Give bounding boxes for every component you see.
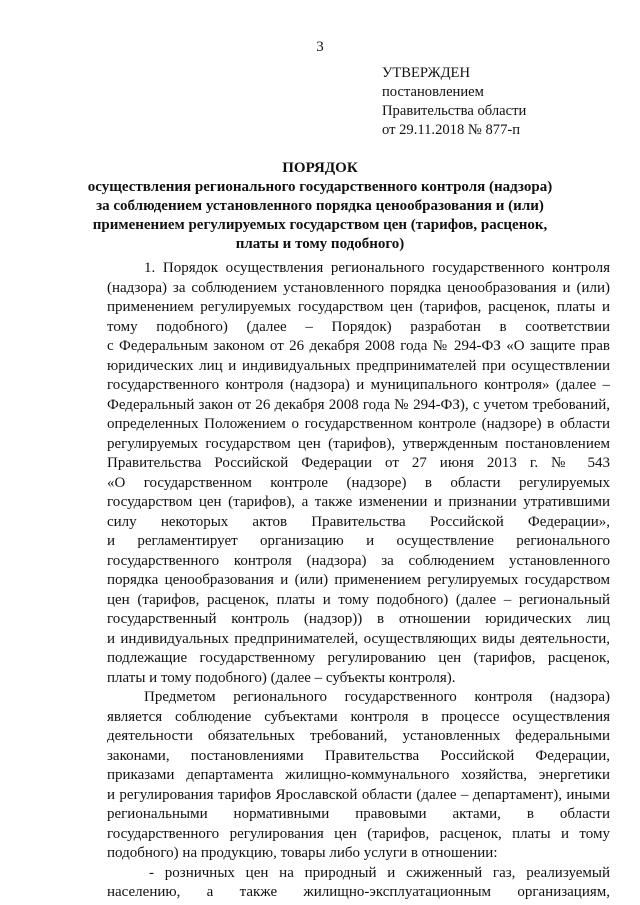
paragraph-line: подлежащие государственному регулированию цен (тарифов, расценок,: [107, 650, 610, 666]
paragraph-line: 1. Порядок осуществления регионального государственного контроля: [144, 260, 610, 276]
approval-line: Правительства области: [382, 103, 527, 119]
paragraph-line: - розничных цен на природный и сжиженный газ, реализуемый: [149, 864, 610, 881]
paragraph-line: и регламентирует организацию и осуществление регионального: [107, 533, 610, 549]
paragraph-line: Предметом регионального государственного контроля (надзора): [144, 689, 610, 705]
paragraph-line: платы и тому подобного) (далее – субъекты контроля).: [107, 669, 456, 686]
title-line: осуществления регионального государственного контроля (надзора): [87, 179, 553, 195]
paragraph-line: является соблюдение субъектами контроля в процессе осуществления: [107, 708, 610, 725]
title-line: за соблюдением установленного порядка ценообразования и (или): [96, 198, 544, 214]
paragraph-line: тому подобного) (далее – Порядок) разработан в соответствии: [107, 318, 610, 335]
paragraph-line: населению, а также жилищно-эксплуатационным организациям,: [107, 884, 610, 900]
paragraph-line: государственный контроль (надзор)) в отношении юридических лиц: [107, 611, 610, 627]
title-line: платы и тому подобного): [235, 236, 405, 252]
paragraph-line: регулируемых государством цен (тарифов), утвержденным постановлением: [107, 435, 610, 452]
document-title: [80, 159, 560, 254]
title-line: ПОРЯДОК: [282, 160, 358, 176]
approval-stamp: [382, 64, 622, 140]
paragraph-line: «О государственном контроле (надзоре) в области регулируемых: [107, 474, 610, 491]
paragraph-line: государственного регулирования цен (тарифов, расценок, платы и тому: [107, 825, 610, 842]
document-body: [107, 259, 610, 903]
paragraph-line: цен (тарифов, расценок, платы и тому подобного) (далее – региональный: [107, 591, 610, 608]
paragraph-line: деятельности обязательных требований, установленных федеральными: [107, 728, 610, 744]
approval-line: от 29.11.2018 № 877-п: [382, 122, 521, 138]
title-line: применением регулируемых государством цен (тарифов, расценок,: [92, 217, 548, 233]
paragraph-line: подобного) на продукцию, товары либо услуги в отношении:: [107, 845, 498, 861]
paragraph-line: государством цен (тарифов), а также изменении и признании утратившими: [107, 494, 610, 510]
paragraph-line: (надзора) за соблюдением установленного порядка ценообразования и (или): [107, 279, 610, 296]
page-number: 3: [316, 39, 324, 55]
paragraph-line: и регулирования тарифов Ярославской области (далее – департамент), иными: [107, 786, 610, 803]
paragraph-line: Правительства Российской Федерации от 27 июня 2013 г. № 543: [107, 455, 610, 471]
paragraph-line: с Федеральным законом от 26 декабря 2008 года № 294-ФЗ «О защите прав: [107, 338, 610, 354]
paragraph-line: применением регулируемых государством цен (тарифов, расценок, платы и: [107, 299, 610, 315]
paragraph-line: порядка ценообразования и (или) применением регулируемых государством: [107, 572, 610, 588]
paragraph-line: Федеральный закон от 26 декабря 2008 года № 294-ФЗ), с учетом требований,: [107, 396, 610, 413]
paragraph-line: силу некоторых актов Правительства Российской Федерации»,: [107, 513, 610, 530]
paragraph-line: законами, постановлениями Правительства Российской Федерации,: [107, 747, 610, 764]
paragraph-line: юридических лиц и индивидуальных предпринимателей при осуществлении: [107, 357, 610, 374]
paragraph-line: региональными нормативными правовыми актами, в области: [107, 806, 610, 822]
paragraph-line: и индивидуальных предпринимателей, осуществляющих виды деятельности,: [107, 630, 610, 647]
approval-line: УТВЕРЖДЕН: [382, 65, 470, 81]
paragraph-line: определенных Положением о государственном контроле (надзоре) в области: [107, 416, 610, 432]
paragraph-line: приказами департамента жилищно-коммунального хозяйства, энергетики: [107, 767, 610, 783]
approval-line: постановлением: [382, 84, 484, 100]
paragraph-line: государственного контроля (надзора) и муниципального контроля» (далее –: [107, 377, 610, 393]
paragraph-line: государственного контроля (надзора) за соблюдением установленного: [107, 552, 610, 569]
